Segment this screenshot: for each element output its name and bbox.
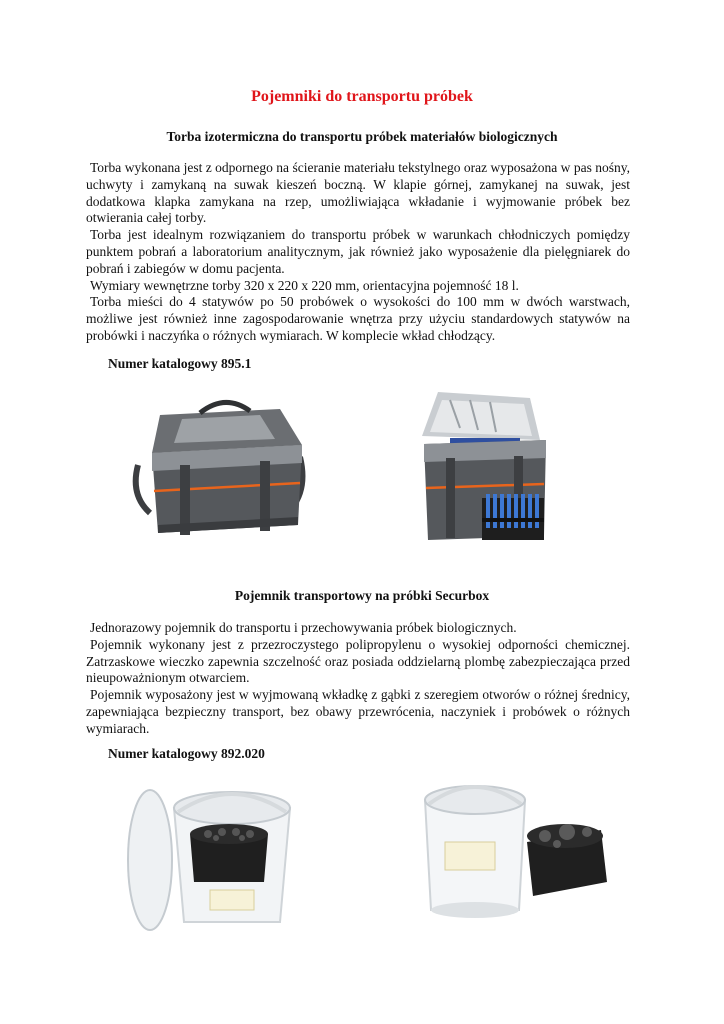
open-bag-image <box>410 388 560 553</box>
paragraph: Pojemnik wykonany jest z przezroczystego polipropylenu o wysokiej odporności chemicznej. Zatrzaskowe wieczko zapewnia szczelność oraz posiada oddzielarną plombę zabezpieczająca przed nieupoważnionym otwarciem. <box>86 636 630 686</box>
securbox-closed-image <box>395 770 615 930</box>
securbox-open-image <box>118 772 308 937</box>
paragraph: Torba wykonana jest z odpornego na ścieranie materiału tekstylnego oraz wyposażona w pas nośny, uchwyty i zamykaną na suwak kieszeń boczną. W klapie górnej, zamykanej na suwak, jest dodatkowa klapka zamykana na rzep, umożliwiająca wkładanie i wyjmowanie próbek bez otwierania całej torby. <box>86 160 630 226</box>
section-heading-bag: Torba izotermiczna do transportu próbek materiałów biologicznych <box>166 129 558 144</box>
section-heading-securbox: Pojemnik transportowy na próbki Securbox <box>234 588 490 603</box>
paragraph: Torba mieści do 4 statywów po 50 probówek o wysokości do 100 mm w dwóch warstwach, możliwe jest również inne zagospodarowanie wnętrza przy użyciu standardowych statywów na probówki i naczyńka o różnych wymiarach. W komplecie wkład chłodzący. <box>86 294 630 343</box>
paragraph: Jednorazowy pojemnik do transportu i przechowywania próbek biologicznych. <box>90 620 517 635</box>
catalog-number-securbox: Numer katalogowy 892.020 <box>108 746 265 761</box>
section-body-securbox <box>86 620 630 738</box>
catalog-number-bag: Numer katalogowy 895.1 <box>108 356 252 371</box>
page-title: Pojemniki do transportu próbek <box>251 88 473 105</box>
paragraph: Pojemnik wyposażony jest w wyjmowaną wkładkę z gąbki z szeregiem otworów o różnej średnicy, zapewniająca bezpieczny transport, bez obawy przewrócenia, naczyniek i probówek o różnych wymiarach. <box>86 687 630 736</box>
paragraph: Wymiary wewnętrzne torby 320 x 220 x 220 mm, orientacyjna pojemność 18 l. <box>90 277 519 293</box>
section-body-bag <box>86 160 630 345</box>
closed-bag-image <box>130 395 310 545</box>
paragraph: Torba jest idealnym rozwiązaniem do transportu próbek w warunkach chłodniczych pomiędzy punktem pobrań a laboratorium analitycznym, jak również jako wyposażenie dla pielęgniarek do pobrań i zabiegów w domu pacjenta. <box>86 227 630 276</box>
